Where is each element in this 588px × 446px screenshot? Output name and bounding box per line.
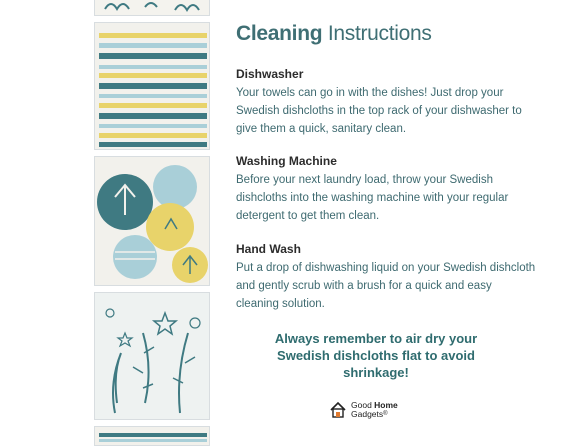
title-light: Instructions: [327, 22, 432, 45]
page-title: [236, 22, 432, 46]
dishcloth-swatch-seaweed: [94, 292, 210, 420]
air-dry-reminder: Always remember to air dry your Swedish dishcloths flat to avoid shrinkage!: [274, 331, 478, 380]
dishcloth-swatch-stripes: [94, 22, 210, 150]
dishcloth-swatch-circles: [94, 156, 210, 286]
section-heading-washing-machine: Washing Machine: [236, 154, 337, 168]
dishcloth-swatch-top: [94, 0, 210, 16]
brand-gadgets: Gadgets: [351, 409, 384, 419]
house-icon: [329, 401, 347, 419]
section-body-washing-machine: Before your next laundry load, throw your Swedish dishcloths into the washing machine with your regular detergent to get them clean.: [236, 174, 509, 222]
cleaning-instructions-panel: [236, 0, 576, 441]
title-bold: Cleaning: [236, 22, 323, 45]
swatch-seaweed-pattern: [95, 293, 210, 420]
section-body-dishwasher: Your towels can go in with the dishes! Just drop your Swedish dishcloths in the top rack of your dishwasher to give them a quick, sanitary clean.: [236, 87, 522, 135]
swatch-top-pattern: [95, 0, 210, 16]
dishcloth-swatch-bottom: [94, 426, 210, 446]
swatch-bottom-pattern: [95, 427, 210, 446]
section-body-hand-wash: Put a drop of dishwashing liquid on your Swedish dishcloth and gently scrub with a brush for a quick and easy cleaning solution.: [236, 262, 536, 310]
section-heading-hand-wash: Hand Wash: [236, 242, 301, 256]
dishcloth-pattern-strip: [92, 0, 212, 441]
brand-registered-mark: ®: [383, 411, 388, 417]
section-heading-dishwasher: Dishwasher: [236, 67, 304, 81]
brand-good: Good: [351, 400, 372, 410]
swatch-stripes-pattern: [95, 23, 210, 150]
brand-name: [351, 401, 398, 419]
brand-logo: [329, 398, 398, 422]
swatch-circles-pattern: [95, 157, 210, 286]
brand-home: Home: [374, 400, 398, 410]
